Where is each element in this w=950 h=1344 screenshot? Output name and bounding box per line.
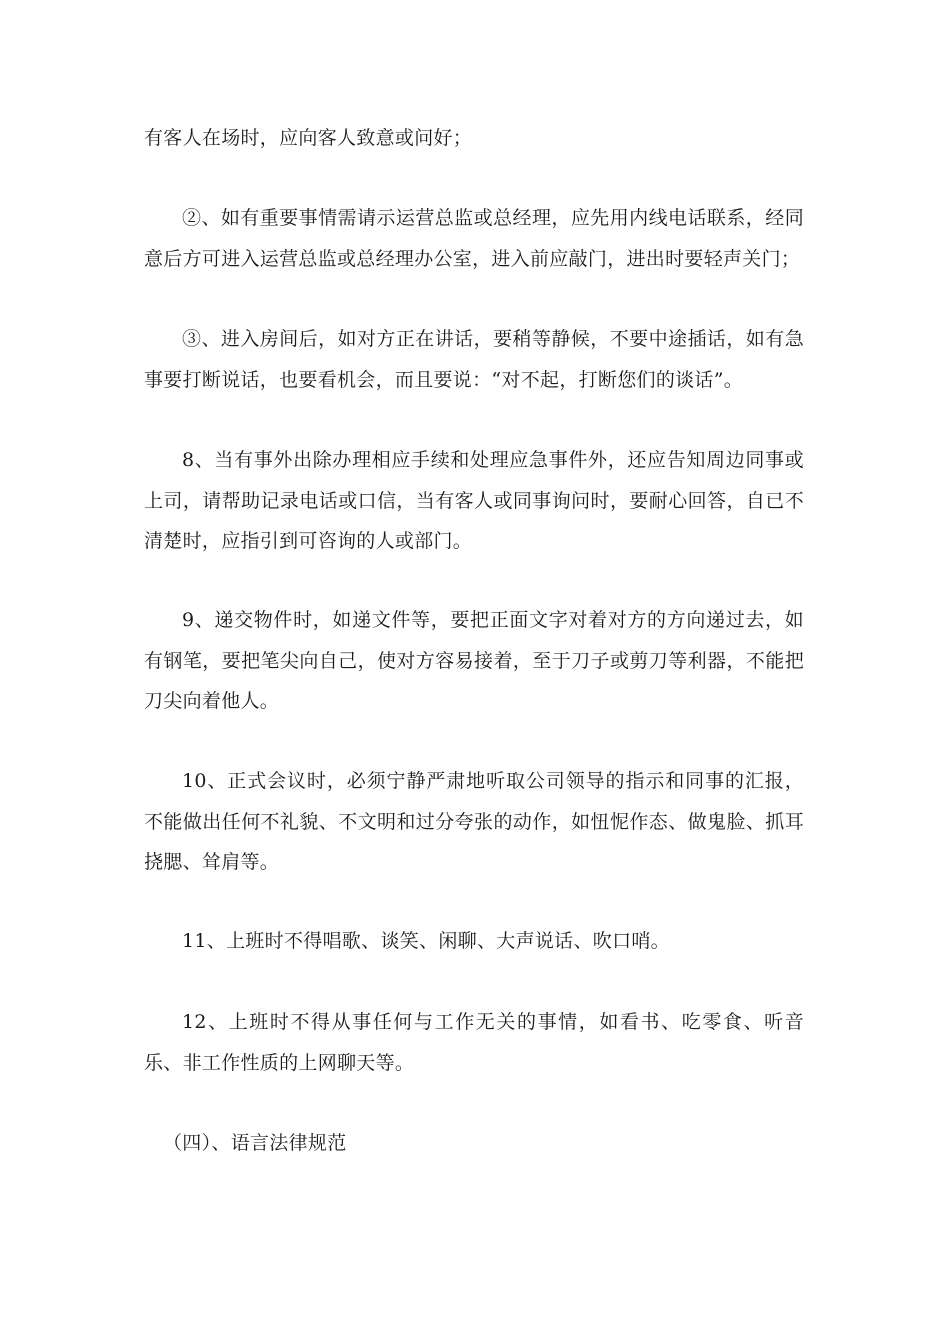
paragraph-rule-12: 12、上班时不得从事任何与工作无关的事情，如看书、吃零食、听音乐、非工作性质的上网聊天等。	[144, 1011, 804, 1074]
paragraph-item-2: ②、如有重要事情需请示运营总监或总经理，应先用内线电话联系，经同意后方可进入运营总监或总经理办公室，进入前应敲门，进出时要轻声关门；	[144, 207, 804, 270]
paragraph-rule-9: 9、递交物件时，如递文件等，要把正面文字对着对方的方向递过去，如有钢笔，要把笔尖向自己，使对方容易接着，至于刀子或剪刀等利器，不能把刀尖向着他人。	[144, 609, 804, 712]
paragraph-rule-8: 8、当有事外出除办理相应手续和处理应急事件外，还应告知周边同事或上司，请帮助记录电话或口信，当有客人或同事询问时，要耐心回答，自已不清楚时，应指引到可咨询的人或部门。	[144, 449, 804, 552]
paragraph-rule-11: 11、上班时不得唱歌、谈笑、闲聊、大声说话、吹口哨。	[182, 930, 670, 952]
paragraph-continuation: 有客人在场时，应向客人致意或问好；	[144, 127, 473, 149]
section-heading: （四）、语言法律规范	[163, 1132, 347, 1154]
paragraph-rule-10: 10、正式会议时，必须宁静严肃地听取公司领导的指示和同事的汇报，不能做出任何不礼貌、不文明和过分夸张的动作，如忸怩作态、做鬼脸、抓耳挠腮、耸肩等。	[144, 770, 804, 873]
paragraph-item-3: ③、进入房间后，如对方正在讲话，要稍等静候，不要中途插话，如有急事要打断说话，也要看机会，而且要说：“对不起，打断您们的谈话”。	[144, 328, 804, 391]
